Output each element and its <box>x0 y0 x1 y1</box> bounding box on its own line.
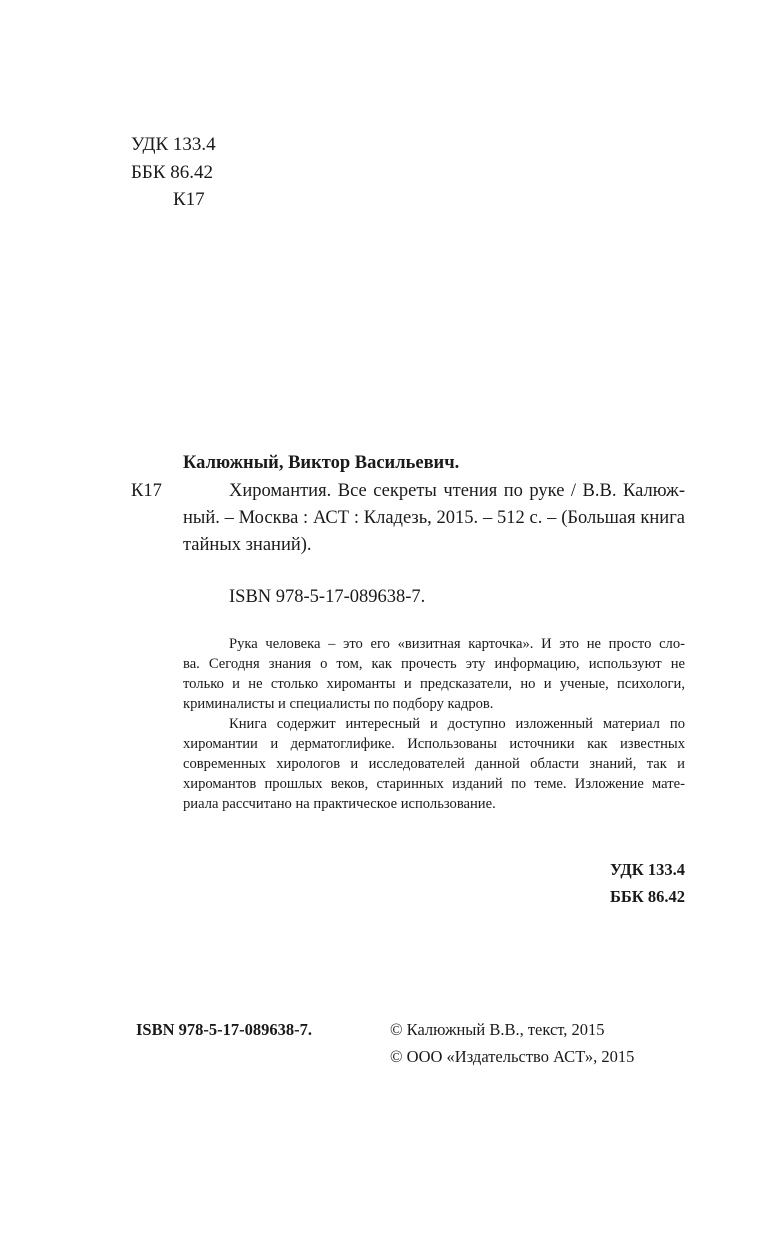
footer-isbn: ISBN 978-5-17-089638-7. <box>136 1020 312 1039</box>
abstract-line: Рука человека – это его «визитная карточка». И это не просто сло- <box>229 636 685 652</box>
isbn: ISBN 978-5-17-089638-7. <box>229 587 426 607</box>
bib-line: ный. – Москва : АСТ : Кладезь, 2015. – 512 с. – (Большая книга <box>183 508 685 528</box>
bib-line: тайных знаний). <box>183 535 312 555</box>
abstract-line: криминалисты и специалисты по подбору кадров. <box>183 696 494 712</box>
udk-code: УДК 133.4 <box>131 134 216 155</box>
abstract-line: риала рассчитано на практическое использование. <box>183 796 496 812</box>
abstract-line: хиромантов прошлых веков, старинных изданий по теме. Изложение мате- <box>183 776 685 792</box>
bbk-code-bold: ББК 86.42 <box>609 887 685 906</box>
abstract-line: ва. Сегодня знания о том, как прочесть эту информацию, используют не <box>183 656 685 672</box>
record-author-sign: К17 <box>131 481 162 501</box>
bib-line: Хиромантия. Все секреты чтения по руке / В.В. Калюж- <box>229 481 685 501</box>
abstract-line: хиромантии и дерматоглифике. Использованы источники как известных <box>183 736 685 752</box>
bbk-code: ББК 86.42 <box>131 162 213 183</box>
author-heading: Калюжный, Виктор Васильевич. <box>183 453 460 473</box>
copyright-author: © Калюжный В.В., текст, 2015 <box>390 1020 605 1039</box>
abstract-line: современных хирологов и исследователей данной области знаний, так и <box>183 756 685 772</box>
abstract-line: только и не столько хироманты и предсказатели, но и ученые, психологи, <box>183 676 685 692</box>
udk-code-bold: УДК 133.4 <box>609 860 685 879</box>
copyright-publisher: © ООО «Издательство АСТ», 2015 <box>390 1047 635 1066</box>
author-sign: К17 <box>173 189 205 210</box>
abstract-line: Книга содержит интересный и доступно изложенный материал по <box>229 716 685 732</box>
